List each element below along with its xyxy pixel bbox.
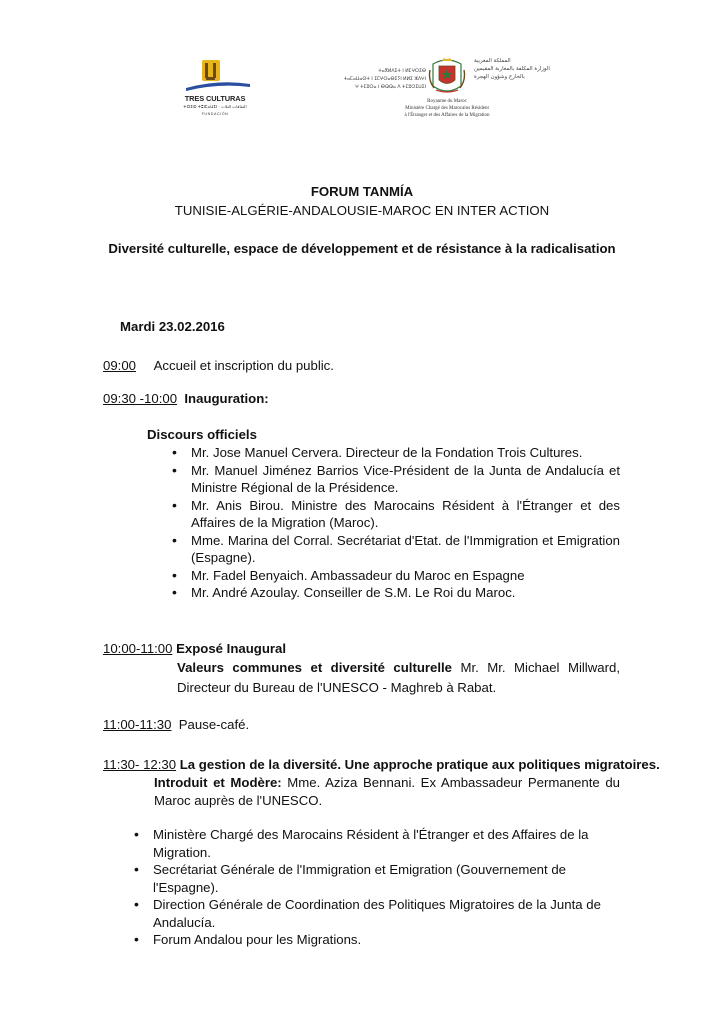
ministry-french-line-1: Royaume du Maroc bbox=[427, 99, 467, 104]
session-keynote-topic: Valeurs communes et diversité culturelle bbox=[177, 660, 453, 675]
discours-list bbox=[172, 444, 620, 602]
list-item: • Mme. Marina del Corral. Secrétariat d'Etat. de l'Immigration et Emigration (Espagne). bbox=[172, 532, 620, 567]
session-diversity bbox=[103, 756, 660, 774]
ministry-tifinagh-line-2: ⵜⴰⵎⴰⵡⴰⵙⵜ ⵏ ⵉⵎⵖⵔⴰⴱⵉⵢⵏ ⵍⵍⵉ ⵣⴷⵖⵏ bbox=[343, 77, 426, 82]
session-keynote-time: 10:00-11:00 bbox=[103, 641, 173, 656]
session-keynote-detail bbox=[177, 658, 620, 698]
session-keynote-speaker: Mr. Mr. Michael Millward, Directeur du Bureau de l'UNESCO - Maghreb à Rabat. bbox=[177, 660, 620, 695]
session-break-time: 11:00-11:30 bbox=[103, 717, 172, 732]
session-inauguration bbox=[103, 390, 269, 408]
session-welcome-text: Accueil et inscription du public. bbox=[153, 358, 334, 373]
list-item: • Forum Andalou pour les Migrations. bbox=[134, 931, 620, 949]
ministry-arabic-line-1: المملكة المغربية bbox=[474, 58, 511, 64]
discours-heading: Discours officiels bbox=[147, 427, 257, 442]
list-item: • Direction Générale de Coordination des Politiques Migratoires de la Junta de Andalucía. bbox=[134, 896, 620, 931]
session-inauguration-time: 09:30 -10:00 bbox=[103, 391, 178, 406]
ministry-arabic-line-3: بالخارج وشؤون الهجرة bbox=[474, 74, 525, 80]
session-break bbox=[103, 716, 249, 734]
session-diversity-moderator bbox=[154, 774, 620, 809]
list-item: • Secrétariat Générale de l'Immigration et Emigration (Gouvernement de l'Espagne). bbox=[134, 861, 620, 896]
forum-title: FORUM TANMÍA bbox=[310, 184, 414, 199]
ministry-arabic-line-2: الوزارة المكلفة بالمغاربة المقيمين bbox=[474, 66, 550, 72]
tres-culturas-name: TRES CULTURAS bbox=[184, 94, 246, 103]
ministry-french-line-3: à l'Étranger et des Affaires de la Migration bbox=[404, 113, 490, 118]
ministry-tifinagh-line-3: ⵖ ⵜⵎⵓⵔⴰ ⵏ ⴱⵕⵕⴰ ⴷ ⵜⵎⵓⵔⵉⵡⵉⵏ bbox=[355, 85, 426, 90]
moderator-text: Mme. Aziza Bennani. Ex Ambassadeur Permanente du Maroc auprès de l'UNESCO. bbox=[154, 775, 620, 808]
moderator-label: Introduit et Modère: bbox=[154, 775, 282, 790]
list-item: • Mr. Fadel Benyaich. Ambassadeur du Maroc en Espagne bbox=[172, 567, 620, 585]
session-inauguration-title: Inauguration: bbox=[184, 391, 269, 406]
forum-theme: Diversité culturelle, espace de développement et de résistance à la radicalisation bbox=[108, 241, 616, 256]
forum-subtitle: TUNISIE-ALGÉRIE-ANDALOUSIE-MAROC EN INTER ACTION bbox=[174, 203, 550, 218]
session-diversity-time: 11:30- 12:30 bbox=[103, 757, 177, 772]
list-item: • Mr. Manuel Jiménez Barrios Vice-Président de la Junta de Andalucía et Ministre Régional de la Présidence. bbox=[172, 462, 620, 497]
ministry-french-line-2: Ministère Chargé des Marocains Résident bbox=[405, 106, 489, 111]
tres-culturas-foundation: FUNDACIÓN bbox=[201, 112, 229, 116]
list-item: • Ministère Chargé des Marocains Résident à l'Étranger et des Affaires de la Migration. bbox=[134, 826, 620, 861]
session-welcome-time: 09:00 bbox=[103, 358, 137, 373]
session-diversity-title: La gestion de la diversité. Une approche pratique aux politiques migratoires. bbox=[179, 757, 660, 772]
session-keynote bbox=[103, 640, 286, 658]
event-date: Mardi 23.02.2016 bbox=[120, 319, 225, 334]
list-item: • Mr. Anis Birou. Ministre des Marocains Résident à l'Étranger et des Affaires de la Migration (Maroc). bbox=[172, 497, 620, 532]
session-welcome bbox=[103, 357, 334, 375]
tres-culturas-subtitle: ⵜⵔⵉⵙ ⵜⵓⵏⵎⴰⵡⵉⵏ · الثقافات الثلاث bbox=[183, 104, 247, 109]
moroccan-coat-of-arms-icon bbox=[428, 56, 466, 96]
participants-list bbox=[134, 826, 620, 949]
session-break-text: Pause-café. bbox=[178, 717, 250, 732]
list-item: • Mr. André Azoulay. Conseiller de S.M. Le Roi du Maroc. bbox=[172, 584, 620, 602]
list-item: • Mr. Jose Manuel Cervera. Directeur de la Fondation Trois Cultures. bbox=[172, 444, 620, 462]
session-keynote-title: Exposé Inaugural bbox=[176, 641, 287, 656]
ministry-tifinagh-line-1: ⵜⴰⴳⵍⴷⵉⵜ ⵏ ⵍⵎⵖⵔⵉⴱ bbox=[378, 69, 426, 74]
